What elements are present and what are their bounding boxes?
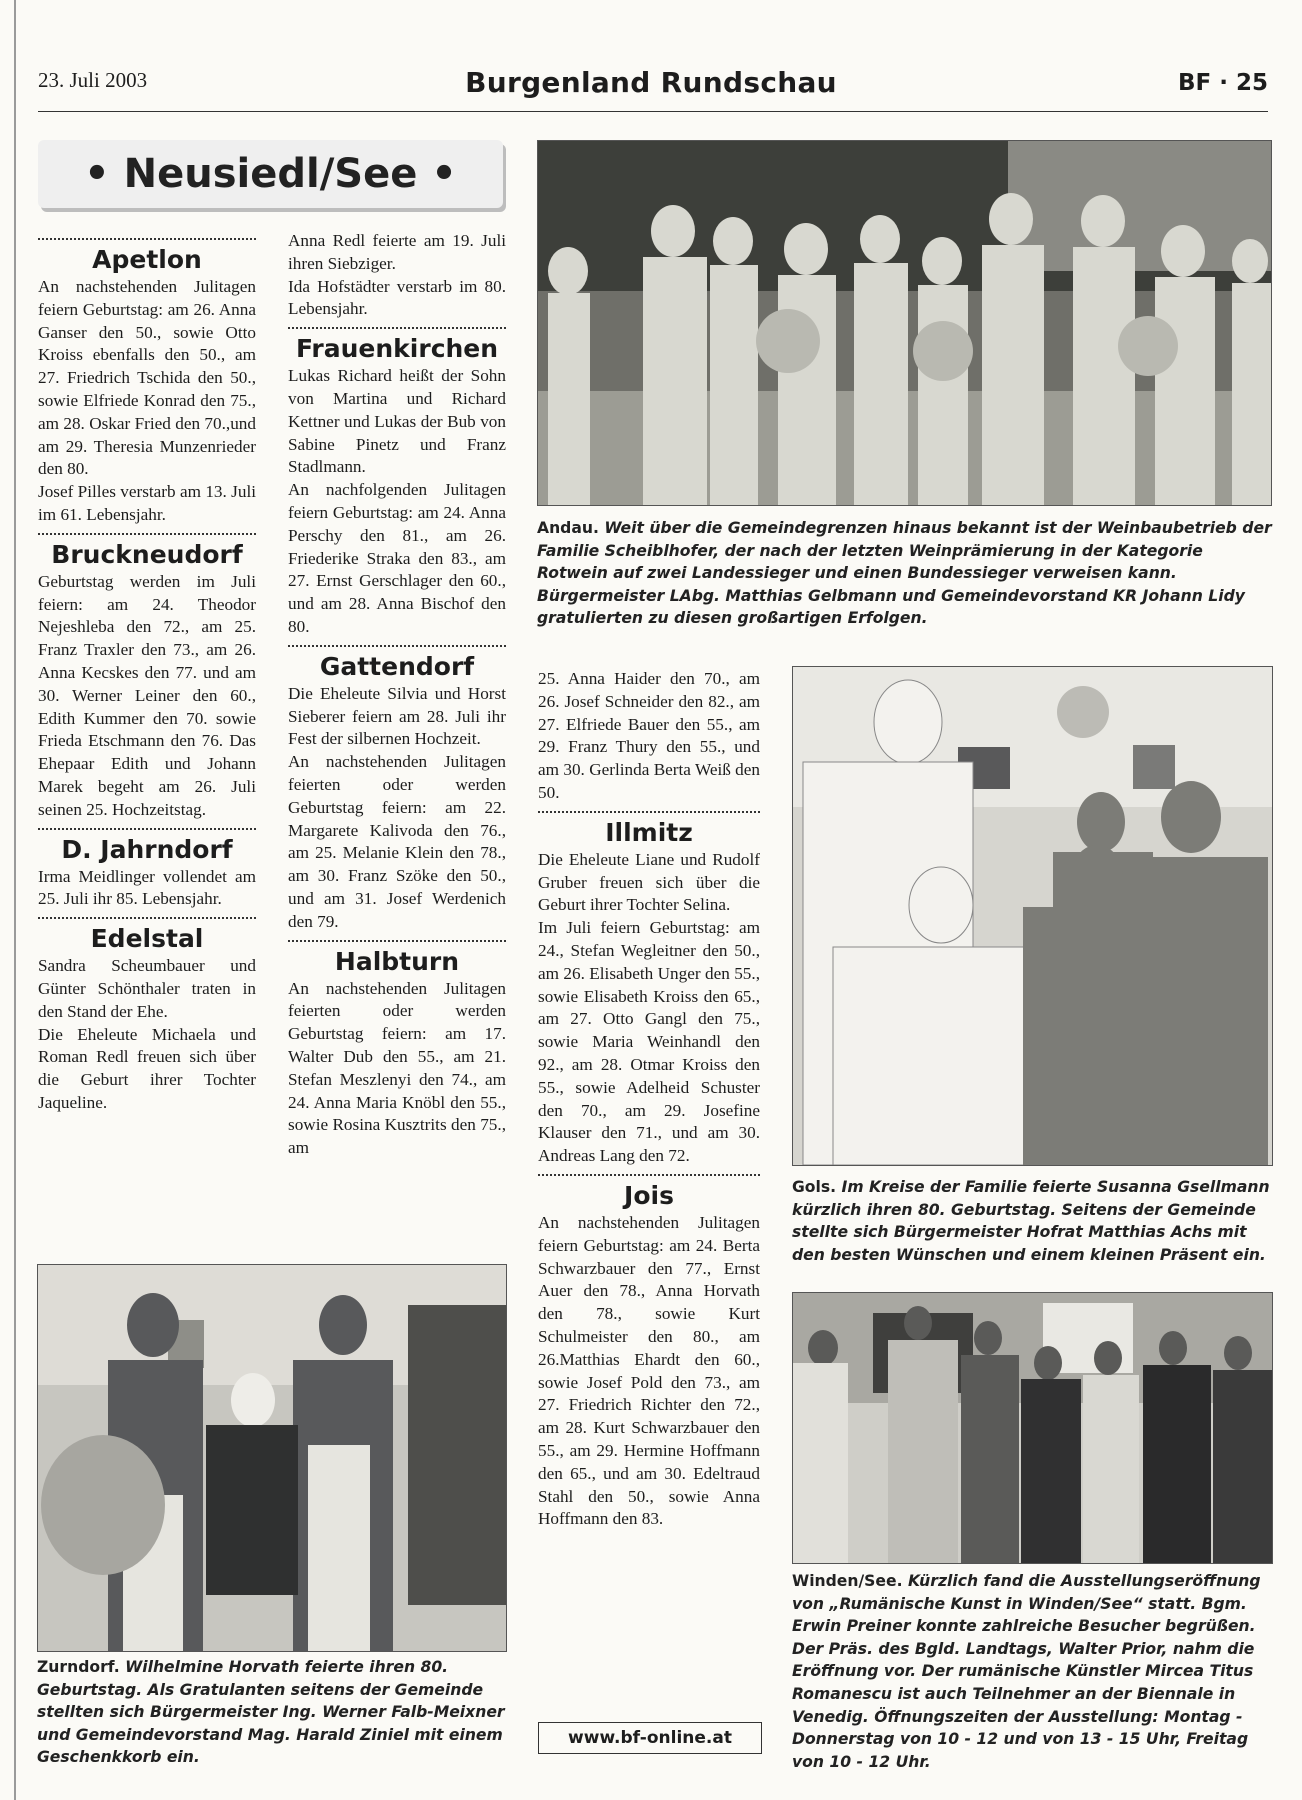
dotted-separator [38,533,256,535]
header-rule [38,111,1268,112]
dotted-separator [38,917,256,919]
photo-gols [792,666,1273,1166]
newspaper-title: Burgenland Rundschau [465,66,837,99]
article-paragraph: Josef Pilles verstarb am 13. Juli im 61. Lebensjahr. [38,482,256,524]
caption-gols-place: Gols. [792,1178,837,1196]
article-paragraph: An nachstehenden Julitagen feierten oder werden Geburtstag feiern: am 22. Margarete Kalivoda den 76., am 25. Melanie Klein den 78., am 30. Franz Szöke den 50., und am 31. Josef Werdenich den 79. [288,752,506,931]
photo-zurndorf [37,1264,507,1652]
dotted-separator [288,327,506,329]
caption-andau [537,517,1272,630]
caption-zurndorf-text: Wilhelmine Horvath feierte ihren 80. Geburtstag. Als Gratulanten seitens der Gemeinde stellten sich Bürgermeister Ing. Werner Falb-Meixner und Gemeindevorstand Mag. Harald Ziniel mit einem Geschenkkorb ein. [37,1658,505,1767]
article-paragraph: Anna Redl feierte am 19. Juli ihren Siebziger. [288,231,506,273]
text-column-3 [538,668,760,1531]
article-paragraph: Geburtstag werden im Juli feiern: am 24. Theodor Nejeshleba den 72., am 25. Franz Traxler den 73., am 26. Anna Kecskes den 77. und am 30. Werner Leiner den 60., Edith Kummer den 70. sowie Frieda Etschmann den 76. Das Ehepaar Edith und Johann Marek begeht am 26. Juli seinen 25. Hochzeitstag. [38,571,256,819]
article-paragraph: Die Eheleute Liane und Rudolf Gruber freuen sich über die Geburt ihrer Tochter Selina. [538,849,760,915]
town-heading: Gattendorf [319,651,475,681]
caption-gols-text: Im Kreise der Familie feierte Susanna Gsellmann kürzlich ihren 80. Geburtstag. Seitens der Gemeinde stellte sich Bürgermeister Hofrat Matthias Achs mit den besten Wünschen und einem kleinen Präsent ein. [792,1178,1270,1264]
article-paragraph: Die Eheleute Michaela und Roman Redl freuen sich über die Geburt ihrer Tochter Jaqueline. [38,1024,256,1112]
article-paragraph: 25. Anna Haider den 70., am 26. Josef Schneider den 82., am 27. Elfriede Bauer den 55., am 29. Franz Thury den 55., und am 30. Gerlinda Berta Weiß den 50. [538,669,760,802]
page-number: BF · 25 [1177,70,1268,96]
photo-andau [537,140,1272,506]
article-paragraph: An nachstehenden Julitagen feiern Geburtstag: am 24. Berta Schwarzbauer den 77., Ernst Auer den 78., Anna Horvath den 78., sowie Kurt Schulmeister den 80., am 26.Matthias Ehardt den 60., sowie Josef Pold den 73., am 27. Friedrich Richter den 72., am 28. Kurt Schwarzbauer den 55., am 29. Hermine Hoffmann den 65., und am 30. Edeltraud Stahl den 50., sowie Anna Hoffmann den 83. [538,1212,760,1529]
page-edge [14,0,16,1800]
caption-winden-place: Winden/See. [792,1572,903,1590]
article-paragraph: An nachstehenden Julitagen feiern Geburtstag: am 26. Anna Ganser den 50., sowie Otto Kroiss ebenfalls den 50., am 27. Friedrich Tschida den 50., sowie Elfriede Konrad den 75., am 28. Oskar Fried den 70.,und am 29. Theresia Munzenrieder den 80. [38,277,256,479]
town-heading: Halbturn [334,946,460,976]
caption-winden-text: Kürzlich fand die Ausstellungseröffnung von „Rumänische Kunst in Winden/See“ statt. Bgm. Erwin Preiner konnte zahlreiche Besucher begrüßen. Der Präs. des Bgld. Landtags, Walter Prior, nahm die Eröffnung vor. Der rumänische Künstler Mircea Titus Romanescu ist auch Teilnehmer an der Biennale in Venedig. Öffnungszeiten der Ausstellung: Montag - Donnerstag von 10 - 12 und von 13 - 15 Uhr, Freitag von 10 - 12 Uhr. [792,1572,1261,1771]
dotted-separator [288,940,506,942]
caption-andau-place: Andau. [537,519,599,537]
caption-gols [792,1176,1272,1266]
article-paragraph: An nachstehenden Julitagen feierten oder werden Geburtstag feiern: am 17. Walter Dub den 55., am 21. Stefan Meszlenyi den 74., am 24. Anna Maria Knöbl den 55., sowie Rosina Kusztrits den 75., am [288,978,506,1158]
caption-zurndorf [37,1656,507,1769]
section-banner: • Neusiedl/See • [38,140,503,208]
text-column-1 [38,232,256,1115]
text-column-2 [288,230,506,1160]
dotted-separator [538,1174,760,1176]
town-heading: D. Jahrndorf [61,834,233,864]
town-heading: Illmitz [605,817,693,847]
article-paragraph: Lukas Richard heißt der Sohn von Martina und Richard Kettner und Lukas der Bub von Sabine Pinetz und Franz Stadlmann. [288,366,506,477]
article-paragraph: An nachfolgenden Julitagen feiern Geburtstag: am 24. Anna Perschy den 81., am 26. Friederike Straka den 83., am 27. Ernst Gerschlager den 60., und am 28. Anna Bischof den 80. [288,480,506,636]
town-heading: Frauenkirchen [295,334,499,364]
caption-zurndorf-place: Zurndorf. [37,1658,120,1676]
article-paragraph: Ida Hofstädter verstarb im 80. Lebensjahr. [288,276,506,319]
town-heading: Bruckneudorf [51,539,243,569]
dotted-separator [38,238,256,240]
website-link[interactable]: www.bf-online.at [538,1722,762,1754]
dotted-separator [538,811,760,813]
town-heading: Apetlon [92,245,202,274]
article-paragraph: Im Juli feiern Geburtstag: am 24., Stefan Wegleitner den 50., am 26. Elisabeth Unger den 55., sowie Elisabeth Kroiss den 65., am 27. Otto Gangl den 75., sowie Maria Weinhandl den 92., am 28. Otmar Kroiss den 55., sowie Adelheid Schuster den 70., am 29. Josefine Klauser den 71., und am 30. Andreas Lang den 72. [538,918,760,1166]
photo-winden [792,1292,1273,1564]
dotted-separator [38,828,256,830]
article-paragraph: Irma Meidlinger vollendet am 25. Juli ihr 85. Lebensjahr. [38,866,256,909]
caption-andau-text: Weit über die Gemeindegrenzen hinaus bekannt ist der Weinbaubetrieb der Familie Scheiblhofer, der nach der letzten Weinprämierung in der Kategorie Rotwein auf zwei Landessieger und einen Bundessieger verweisen kann. Bürgermeister LAbg. Matthias Gelbmann und Gemeindevorstand KR Johann Lidy gratulierten zu diesen großartigen Erfolgen. [537,519,1272,628]
issue-date: 23. Juli 2003 [38,68,148,92]
town-heading: Jois [624,1180,674,1210]
caption-winden [792,1570,1272,1773]
town-heading: Edelstal [90,924,204,954]
dotted-separator [288,645,506,647]
article-paragraph: Die Eheleute Silvia und Horst Sieberer feiern am 28. Juli ihr Fest der silbernen Hochzeit. [288,683,506,749]
article-paragraph: Sandra Scheumbauer und Günter Schönthaler traten in den Stand der Ehe. [38,956,256,1021]
